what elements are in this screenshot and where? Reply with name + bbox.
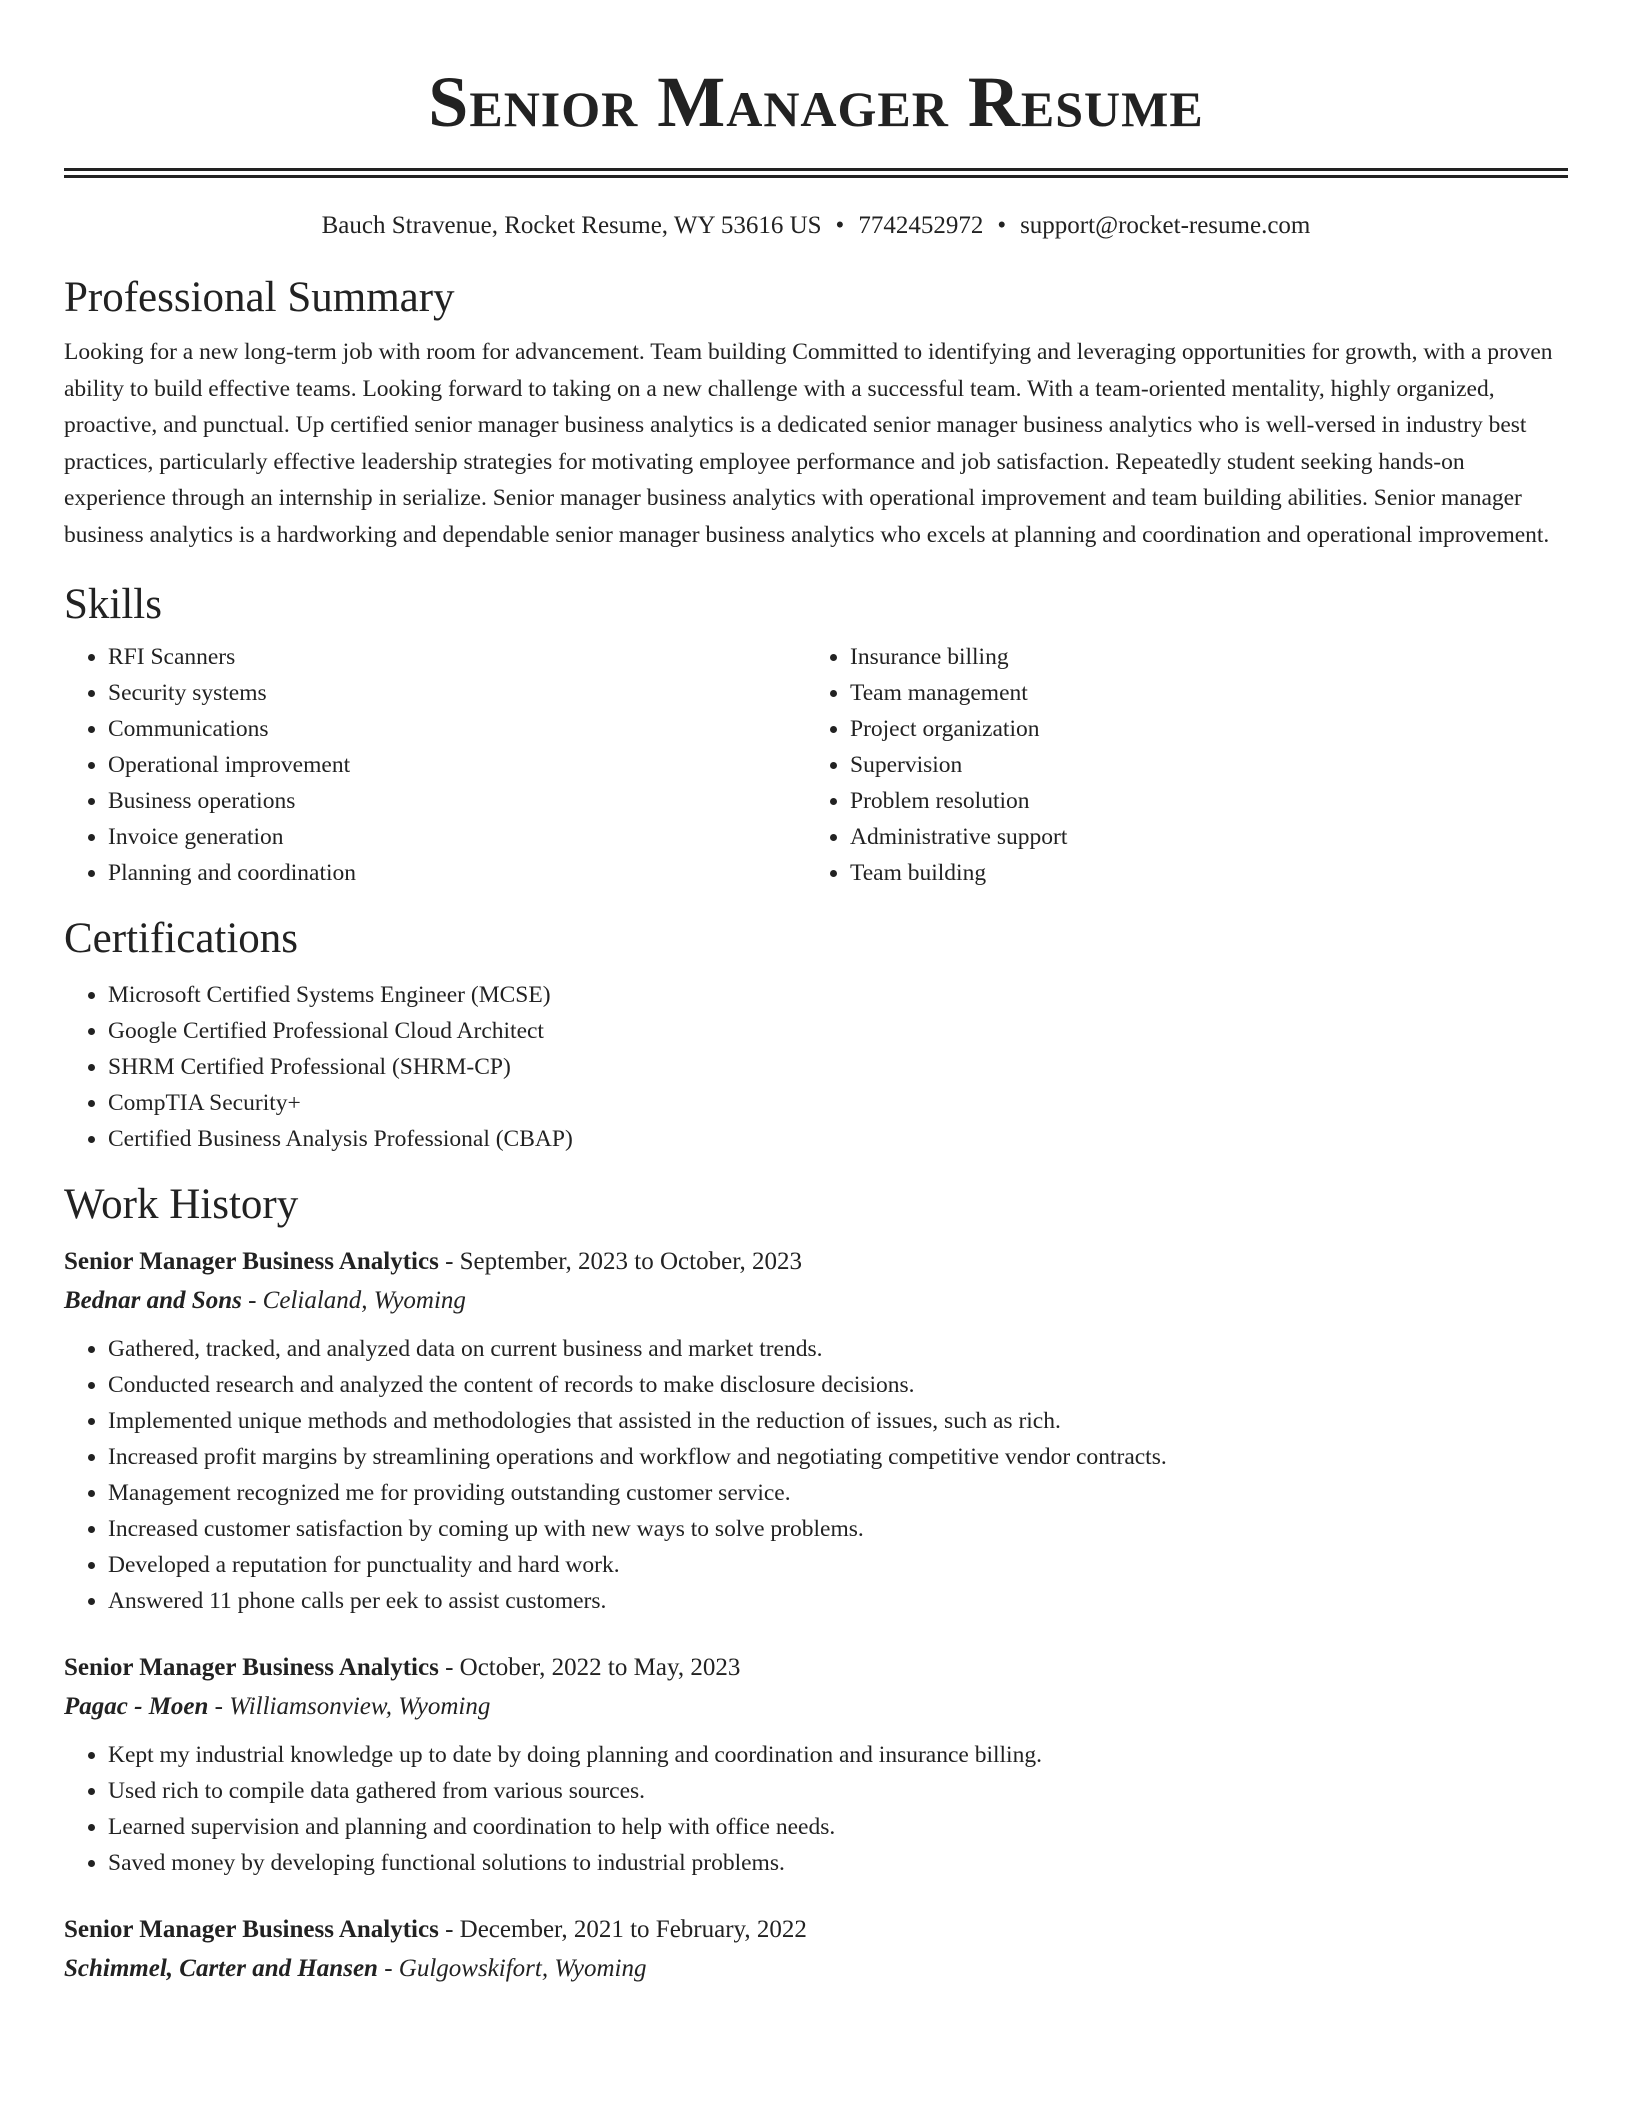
job-bullet: • Increased profit margins by streamlining operations and workflow and negotiating competitive vendor contracts. bbox=[108, 1439, 1568, 1475]
job-dates: - October, 2022 to May, 2023 bbox=[438, 1654, 741, 1681]
skills-column-left bbox=[64, 639, 806, 891]
job-title: Senior Manager Business Analytics bbox=[64, 1248, 439, 1275]
job-title: Senior Manager Business Analytics bbox=[64, 1654, 439, 1681]
contact-line bbox=[64, 210, 1568, 242]
job-location: - Williamsonview, Wyoming bbox=[208, 1693, 491, 1720]
job-bullet: • Kept my industrial knowledge up to date by doing planning and coordination and insurance billing. bbox=[108, 1737, 1568, 1773]
job-company: Schimmel, Carter and Hansen bbox=[64, 1955, 378, 1982]
job-title-line bbox=[64, 1243, 1568, 1281]
job-bullet: • Implemented unique methods and methodologies that assisted in the reduction of issues, such as rich. bbox=[108, 1403, 1568, 1439]
job-bullet: • Used rich to compile data gathered from various sources. bbox=[108, 1773, 1568, 1809]
skill-item: • Supervision bbox=[850, 747, 1548, 783]
job-entry bbox=[64, 1243, 1568, 1619]
job-company-line bbox=[64, 1281, 1568, 1321]
skill-item: • RFI Scanners bbox=[108, 639, 806, 675]
skill-item: • Security systems bbox=[108, 675, 806, 711]
skill-item: • Insurance billing bbox=[850, 639, 1548, 675]
resume-page bbox=[64, 0, 1568, 1989]
contact-phone: 7742452972 bbox=[858, 212, 984, 239]
job-dates: - September, 2023 to October, 2023 bbox=[438, 1248, 803, 1275]
job-bullets bbox=[64, 1331, 1568, 1619]
skills-grid bbox=[64, 639, 1568, 891]
job-title: Senior Manager Business Analytics bbox=[64, 1916, 439, 1943]
job-company-line bbox=[64, 1687, 1568, 1727]
certification-item: • Google Certified Professional Cloud Architect bbox=[108, 1013, 1568, 1049]
certification-item: • Microsoft Certified Systems Engineer (MCSE) bbox=[108, 977, 1568, 1013]
summary-text: Looking for a new long-term job with room for advancement. Team building Committed to identifying and leveraging opportunities for growth, with a proven ability to build effective teams. Looking forward to taking on a new challenge with a successful team. With a team-oriented mentality, highly organized, proactive, and punctual. Up certified senior manager business analytics is a dedicated senior manager business analytics who is well-versed in industry best practices, particularly effective leadership strategies for motivating employee performance and job satisfaction. Repeatedly student seeking hands-on experience through an internship in serialize. Senior manager business analytics with operational improvement and team building abilities. Senior manager business analytics is a hardworking and dependable senior manager business analytics who excels at planning and coordination and operational improvement. bbox=[64, 339, 1553, 548]
job-company: Pagac - Moen bbox=[64, 1693, 209, 1720]
job-bullet: • Answered 11 phone calls per eek to assist customers. bbox=[108, 1583, 1568, 1619]
job-bullets bbox=[64, 1737, 1568, 1881]
certification-item: • Certified Business Analysis Professional (CBAP) bbox=[108, 1121, 1568, 1157]
certifications-list bbox=[64, 977, 1568, 1157]
skills-heading: Skills bbox=[64, 581, 162, 628]
job-bullet: • Increased customer satisfaction by coming up with new ways to solve problems. bbox=[108, 1511, 1568, 1547]
job-bullet: • Developed a reputation for punctuality and hard work. bbox=[108, 1547, 1568, 1583]
job-location: - Celialand, Wyoming bbox=[241, 1287, 466, 1314]
certification-item: • SHRM Certified Professional (SHRM-CP) bbox=[108, 1049, 1568, 1085]
summary-heading: Professional Summary bbox=[64, 274, 455, 321]
job-bullet: • Management recognized me for providing outstanding customer service. bbox=[108, 1475, 1568, 1511]
job-entry bbox=[64, 1911, 1568, 1989]
job-company: Bednar and Sons bbox=[64, 1287, 242, 1314]
certification-item: • CompTIA Security+ bbox=[108, 1085, 1568, 1121]
resume-title: Senior Manager Resume bbox=[428, 62, 1204, 142]
skill-item: • Planning and coordination bbox=[108, 855, 806, 891]
certifications-heading: Certifications bbox=[64, 915, 299, 962]
job-location: - Gulgowskifort, Wyoming bbox=[377, 1955, 647, 1982]
skills-column-right bbox=[806, 639, 1548, 891]
skill-item: • Project organization bbox=[850, 711, 1548, 747]
job-entry bbox=[64, 1649, 1568, 1881]
work-history-heading: Work History bbox=[64, 1181, 299, 1228]
job-title-line bbox=[64, 1649, 1568, 1687]
skills-list-left bbox=[64, 639, 806, 891]
contact-email: support@rocket-resume.com bbox=[1020, 212, 1311, 239]
job-dates: - December, 2021 to February, 2022 bbox=[438, 1916, 807, 1943]
title-divider-secondary bbox=[64, 175, 1568, 178]
job-bullet: • Saved money by developing functional solutions to industrial problems. bbox=[108, 1845, 1568, 1881]
title-divider bbox=[64, 168, 1568, 171]
skill-item: • Team management bbox=[850, 675, 1548, 711]
skill-item: • Business operations bbox=[108, 783, 806, 819]
contact-address: Bauch Stravenue, Rocket Resume, WY 53616 US bbox=[321, 212, 822, 239]
skill-item: • Administrative support bbox=[850, 819, 1548, 855]
job-bullet: • Conducted research and analyzed the content of records to make disclosure decisions. bbox=[108, 1367, 1568, 1403]
contact-separator: • bbox=[835, 212, 845, 239]
skill-item: • Invoice generation bbox=[108, 819, 806, 855]
skills-list-right bbox=[806, 639, 1548, 891]
skill-item: • Problem resolution bbox=[850, 783, 1548, 819]
job-company-line bbox=[64, 1949, 1568, 1989]
skill-item: • Communications bbox=[108, 711, 806, 747]
skill-item: • Team building bbox=[850, 855, 1548, 891]
job-bullet: • Gathered, tracked, and analyzed data on current business and market trends. bbox=[108, 1331, 1568, 1367]
contact-separator: • bbox=[997, 212, 1007, 239]
skill-item: • Operational improvement bbox=[108, 747, 806, 783]
job-title-line bbox=[64, 1911, 1568, 1949]
job-bullet: • Learned supervision and planning and coordination to help with office needs. bbox=[108, 1809, 1568, 1845]
